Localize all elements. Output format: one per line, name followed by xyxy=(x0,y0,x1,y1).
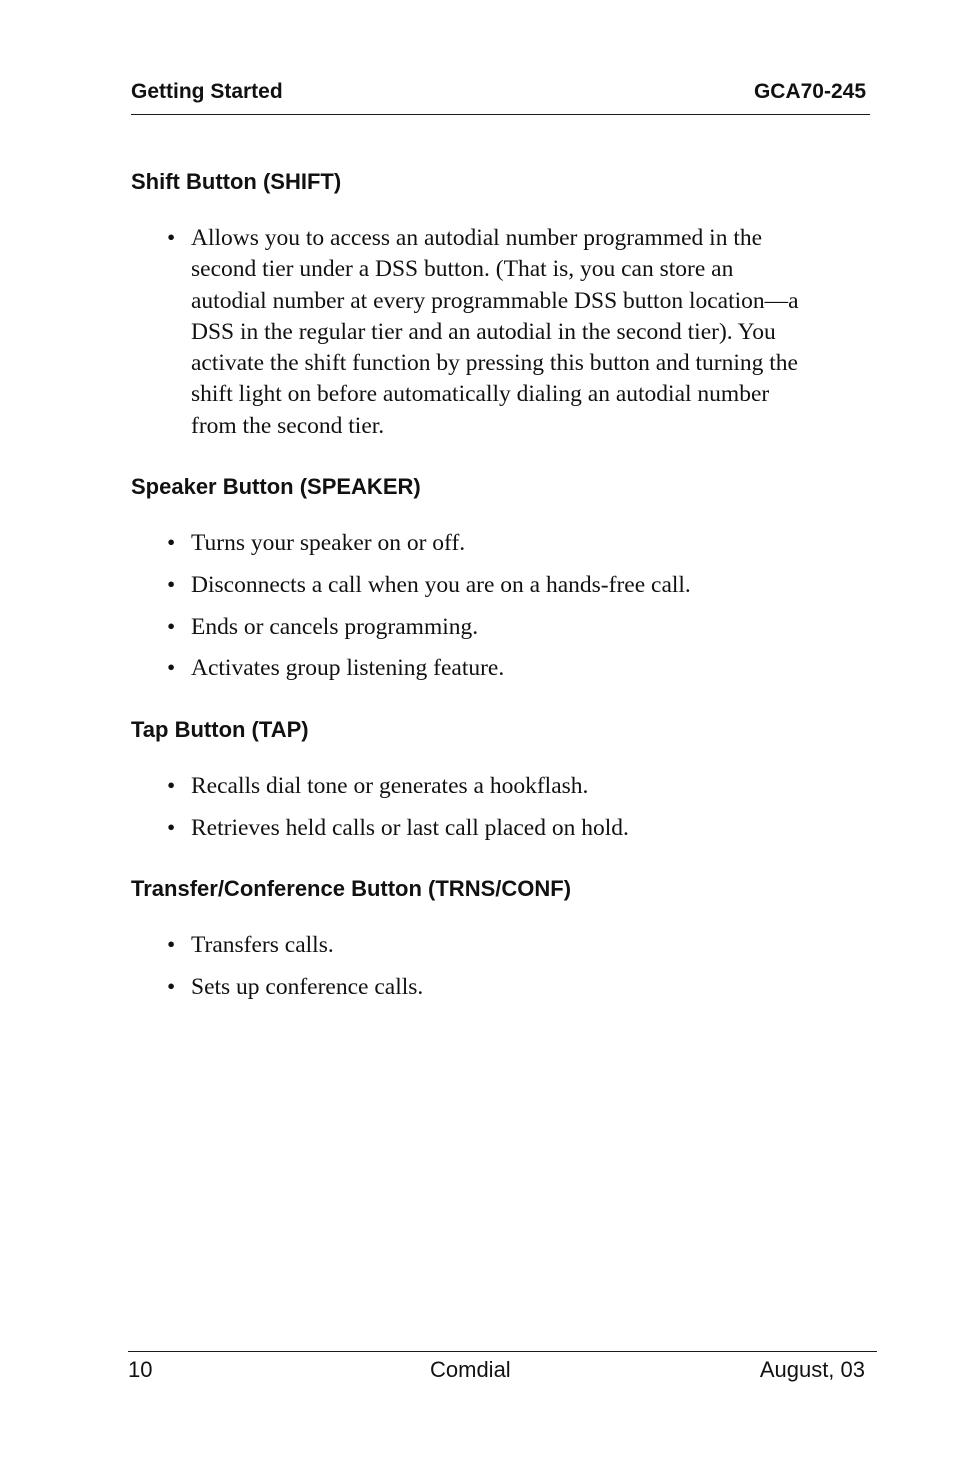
bullet-list xyxy=(131,528,871,685)
page-number: 10 xyxy=(128,1357,153,1382)
bullet-item: • Recalls dial tone or generates a hookflash. xyxy=(131,771,871,802)
page-content xyxy=(131,167,871,1033)
bullet-list xyxy=(131,771,871,844)
section-heading: Speaker Button (SPEAKER) xyxy=(131,474,421,500)
bullet-item: • Turns your speaker on or off. xyxy=(131,528,871,559)
section-heading: Shift Button (SHIFT) xyxy=(131,169,342,194)
header-section-title: Getting Started xyxy=(131,80,283,103)
bullet-item: • Retrieves held calls or last call placed on hold. xyxy=(131,813,871,844)
page-header xyxy=(131,80,870,115)
footer-date: August, 03 xyxy=(759,1357,865,1382)
bullet-item: • Activates group listening feature. xyxy=(131,653,871,684)
header-document-code: GCA70-245 xyxy=(753,80,866,103)
bullet-item: • Ends or cancels programming. xyxy=(131,612,871,643)
section-shift-button xyxy=(131,167,871,442)
bullet-item: • Disconnects a call when you are on a hands-free call. xyxy=(131,570,871,601)
section-speaker-button xyxy=(131,472,871,685)
footer-company: Comdial xyxy=(430,1357,511,1382)
section-heading: Transfer/Conference Button (TRNS/CONF) xyxy=(131,875,572,901)
bullet-item: • Transfers calls. xyxy=(131,930,871,961)
section-transfer-conference-button xyxy=(131,874,871,1003)
section-heading: Tap Button (TAP) xyxy=(131,716,309,742)
bullet-item: • Allows you to access an autodial number programmed in the second tier under a DSS button. (That is, you can store an autodial number at every programmable DSS button location—a DSS in the regular tier and an autodial in the second tier). You activate the shift function by pressing this button and turning the shift light on before automatically dialing an autodial number from the second tier. xyxy=(131,223,811,442)
bullet-list xyxy=(131,930,871,1003)
bullet-list xyxy=(131,223,871,442)
section-tap-button xyxy=(131,715,871,844)
page-footer xyxy=(128,1351,877,1392)
bullet-item: • Sets up conference calls. xyxy=(131,972,871,1003)
